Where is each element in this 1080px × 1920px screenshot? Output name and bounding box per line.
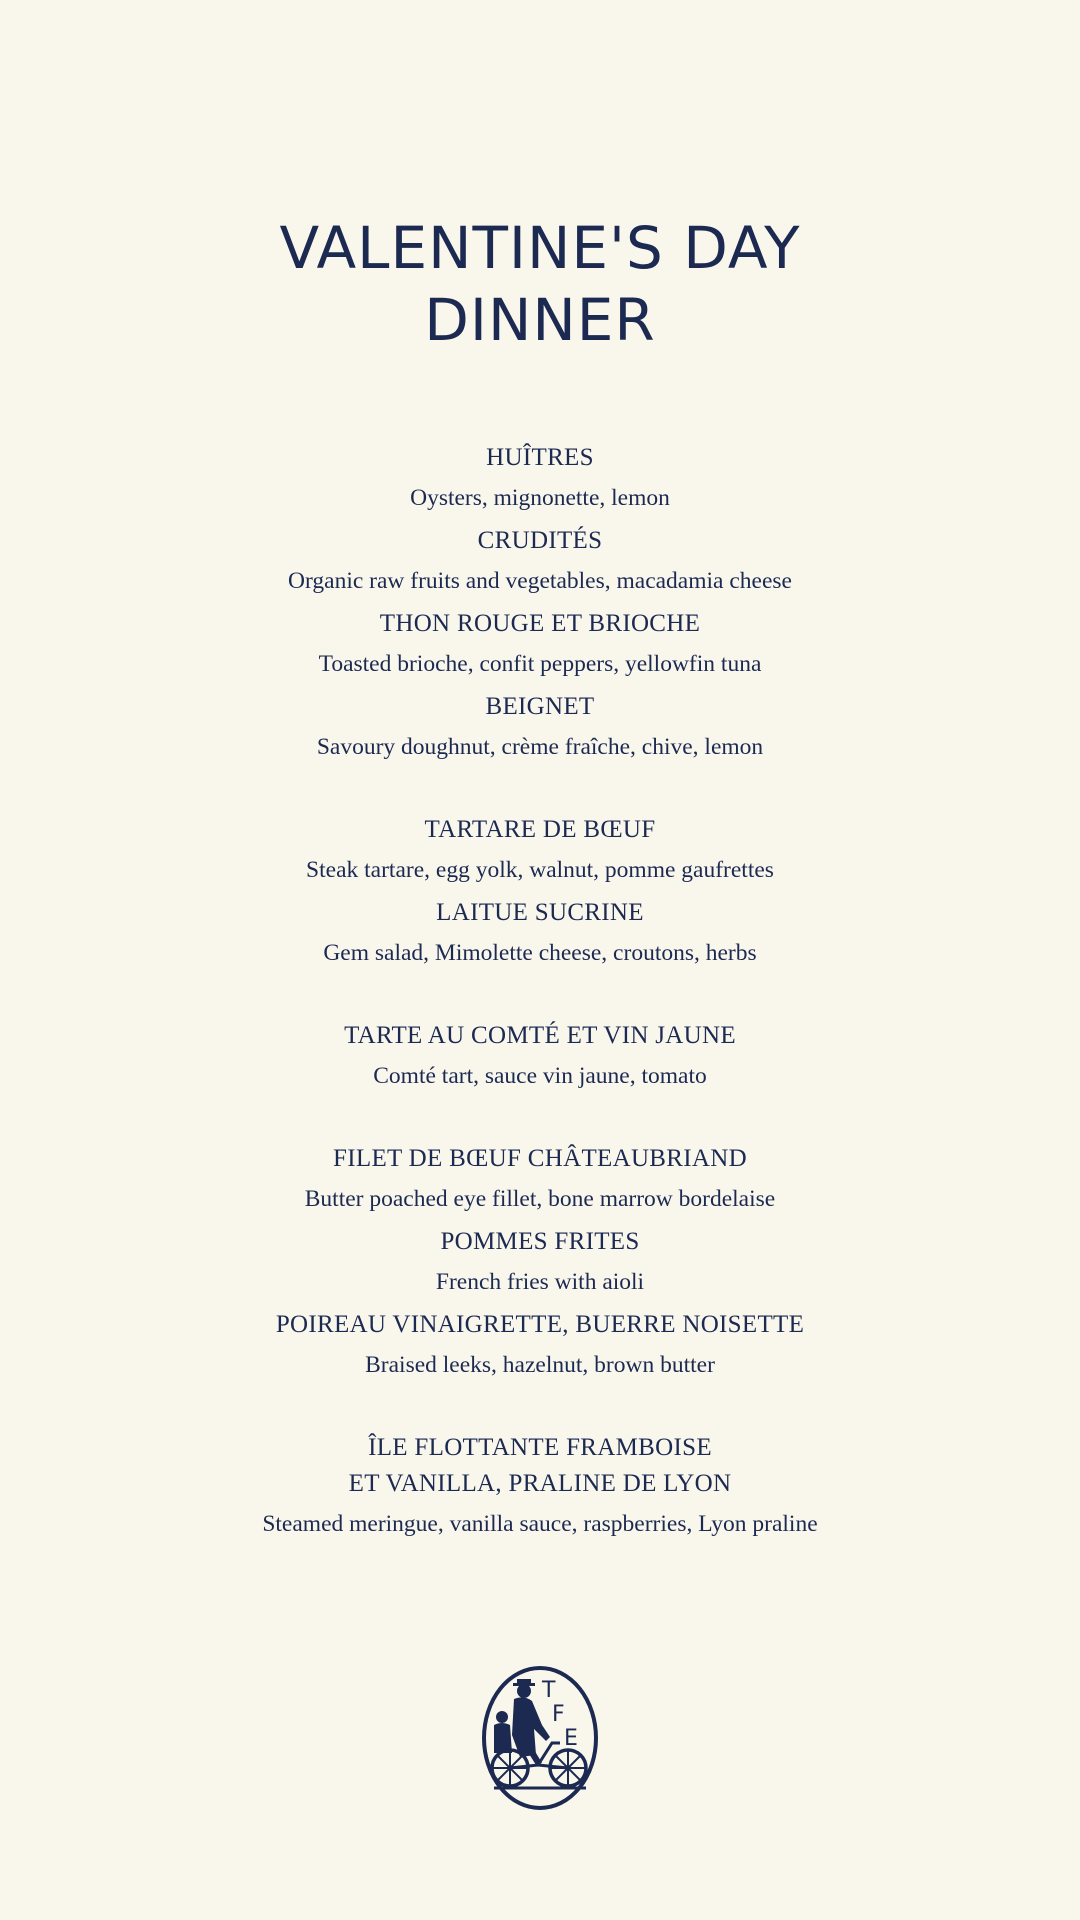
menu-item-name: LAITUE SUCRINE (436, 899, 644, 926)
menu-item-description: Savoury doughnut, crème fraîche, chive, lemon (316, 734, 764, 760)
menu-section-entrees (0, 812, 1080, 971)
menu-item-description: Gem salad, Mimolette cheese, croutons, herbs (323, 940, 757, 966)
menu-item-name-line-2: ET VANILLA, PRALINE DE LYON (348, 1470, 732, 1497)
menu-item (0, 1018, 1080, 1094)
menu-item-description: Comté tart, sauce vin jaune, tomato (373, 1063, 707, 1089)
menu-item-description: Braised leeks, hazelnut, brown butter (365, 1352, 715, 1378)
menu-item-name (0, 1430, 1080, 1502)
menu-item-description: Steak tartare, egg yolk, walnut, pomme gaufrettes (306, 857, 774, 883)
logo-letter-e: E (564, 1726, 578, 1751)
menu-item (0, 1141, 1080, 1217)
menu-item-name: THON ROUGE ET BRIOCHE (379, 610, 701, 637)
menu-item-name: POMMES FRITES (440, 1228, 640, 1255)
title-line-1: VALENTINE'S DAY (279, 214, 801, 282)
menu-item (0, 1224, 1080, 1300)
menu-item-description: French fries with aioli (435, 1269, 645, 1295)
tfe-bicycle-emblem-icon (480, 1665, 600, 1811)
menu-section-tart (0, 1018, 1080, 1094)
menu-item-name: HUÎTRES (486, 444, 594, 471)
menu-item-name-line-1: ÎLE FLOTTANTE FRAMBOISE (368, 1434, 712, 1461)
menu-item-name: POIREAU VINAIGRETTE, BUERRE NOISETTE (275, 1311, 805, 1338)
menu-item (0, 1307, 1080, 1383)
menu-item-name: CRUDITÉS (477, 527, 603, 554)
logo-letter-f: F (552, 1702, 565, 1727)
menu-item (0, 606, 1080, 682)
menu-item (0, 1430, 1080, 1542)
menu-item-description: Steamed meringue, vanilla sauce, raspberries, Lyon praline (262, 1511, 818, 1537)
menu-section-starters (0, 440, 1080, 765)
menu-item-description: Oysters, mignonette, lemon (410, 485, 670, 511)
menu-item-name: FILET DE BŒUF CHÂTEAUBRIAND (333, 1145, 747, 1172)
menu-item (0, 523, 1080, 599)
menu-item-description: Organic raw fruits and vegetables, macadamia cheese (288, 568, 792, 594)
menu-item-description: Butter poached eye fillet, bone marrow bordelaise (304, 1186, 776, 1212)
menu-list (0, 440, 1080, 1589)
logo-letter-t: T (542, 1678, 556, 1703)
menu-section-mains (0, 1141, 1080, 1383)
menu-item-description: Toasted brioche, confit peppers, yellowfin tuna (318, 651, 762, 677)
menu-item (0, 689, 1080, 765)
menu-item (0, 812, 1080, 888)
menu-item (0, 440, 1080, 516)
menu-item (0, 895, 1080, 971)
menu-item-name: BEIGNET (485, 693, 595, 720)
page-title (0, 212, 1080, 356)
child-figure-icon (494, 1711, 512, 1753)
menu-section-dessert (0, 1430, 1080, 1542)
menu-item-name: TARTARE DE BŒUF (424, 816, 656, 843)
title-line-2: DINNER (424, 286, 656, 354)
menu-item-name: TARTE AU COMTÉ ET VIN JAUNE (344, 1022, 736, 1049)
